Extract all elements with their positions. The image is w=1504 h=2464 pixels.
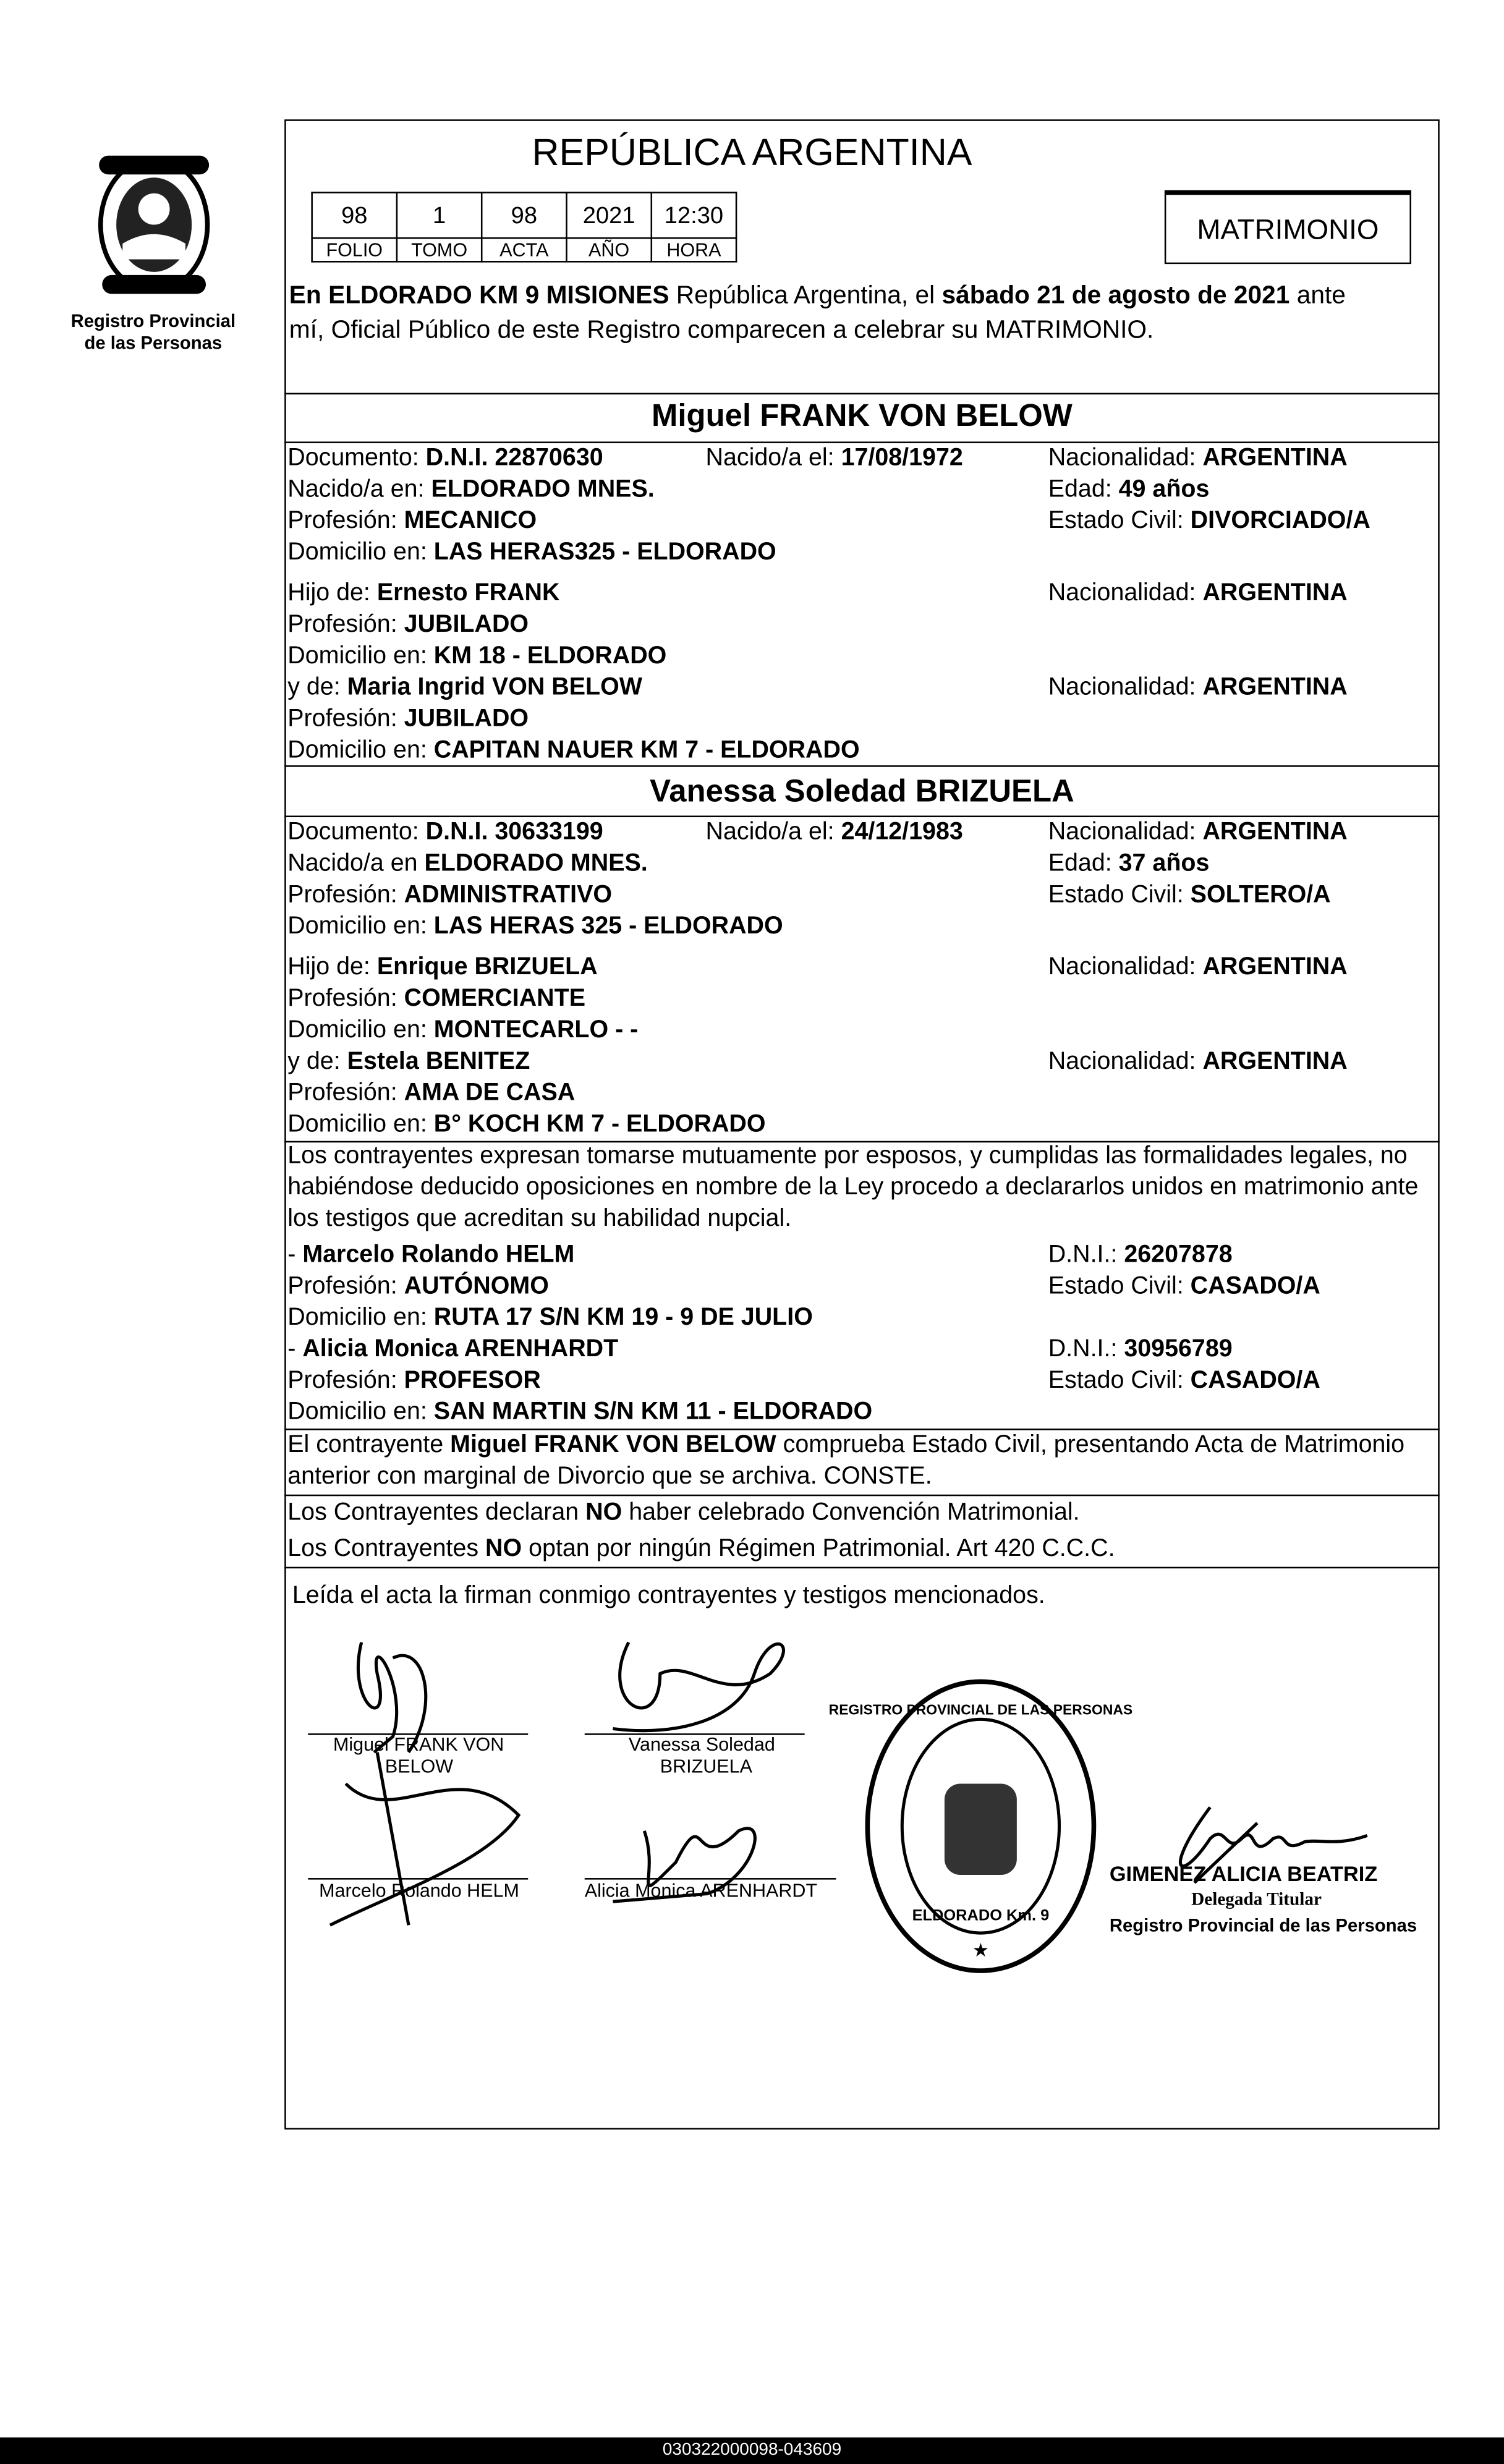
witness-field-right: [1048, 1366, 1320, 1397]
field-value: CASADO/A: [1190, 1367, 1320, 1395]
person-field-right: [1048, 506, 1370, 538]
field-value: CASADO/A: [1190, 1273, 1320, 1300]
divider: [284, 393, 1440, 395]
parent-field: [287, 983, 585, 1015]
person-field: [287, 475, 654, 506]
field-value: Marcelo Rolando HELM: [302, 1241, 575, 1268]
hora-label: HORA: [652, 238, 736, 261]
field-label: D.N.I.:: [1048, 1335, 1124, 1363]
footer-code: 030322000098-043609: [0, 2437, 1504, 2464]
field-value: ARGENTINA: [1202, 954, 1348, 981]
field-value: LAS HERAS 325 - ELDORADO: [433, 913, 783, 940]
field-value: COMERCIANTE: [404, 985, 586, 1013]
note3-a: Los Contrayentes: [287, 1535, 486, 1563]
anio-value: 2021: [566, 192, 651, 238]
closing-text: Leída el acta la firman conmigo contrayentes y testigos mencionados.: [292, 1582, 1045, 1610]
witness-field: [287, 1240, 574, 1272]
field-label: Nacionalidad:: [1048, 818, 1203, 846]
field-value: MONTECARLO - -: [433, 1016, 639, 1044]
document-type-box: MATRIMONIO: [1165, 190, 1411, 264]
hora-value: 12:30: [652, 192, 736, 238]
signature-label-spouse1-2: BELOW: [384, 1755, 454, 1778]
parent-nationality: [1048, 673, 1348, 704]
acta-label: ACTA: [482, 238, 566, 261]
field-label: Nacido/a el:: [705, 818, 841, 846]
field-label: Domicilio en:: [287, 1304, 434, 1332]
field-value: 17/08/1972: [841, 444, 963, 472]
field-label: Estado Civil:: [1048, 1273, 1191, 1300]
field-value: Ernesto FRANK: [376, 580, 560, 607]
field-label: Hijo de:: [287, 954, 377, 981]
note-regime: [287, 1534, 1115, 1565]
field-label: Domicilio en:: [287, 539, 434, 566]
folio-label: FOLIO: [312, 238, 397, 261]
parent-field: [287, 641, 666, 673]
witness-field: [287, 1397, 872, 1429]
witness-field-right: [1048, 1272, 1320, 1303]
spouse1-name: Miguel FRANK VON BELOW: [652, 399, 1073, 434]
official-role: Delegada Titular: [1191, 1890, 1322, 1910]
note1-c: comprueba Estado Civil, presentando Acta de Matrimonio: [776, 1432, 1405, 1459]
field-label: Nacionalidad:: [1048, 444, 1203, 472]
field-value: JUBILADO: [404, 611, 529, 639]
field-label: Profesión:: [287, 611, 404, 639]
field-value: SAN MARTIN S/N KM 11 - ELDORADO: [433, 1398, 873, 1425]
person-field: [287, 817, 603, 849]
field-label: Nacionalidad:: [1048, 1048, 1203, 1075]
field-value: JUBILADO: [404, 705, 529, 733]
signature-label-witness2: Alicia Monica ARENHARDT: [584, 1879, 818, 1902]
field-label: y de:: [287, 1048, 347, 1075]
field-label: Nacionalidad:: [1048, 954, 1203, 981]
declaration-line: Los contrayentes expresan tomarse mutuamente por esposos, y cumplidas las formalidades legales, no: [287, 1142, 1408, 1170]
declaration-line: los testigos que acreditan su habilidad nupcial.: [287, 1205, 792, 1233]
person-field-right: [1048, 817, 1348, 849]
person-field-right: [1048, 849, 1210, 880]
signature-label-witness1: Marcelo Rolando HELM: [319, 1879, 519, 1902]
field-value: AUTÓNOMO: [404, 1273, 549, 1300]
tomo-label: TOMO: [397, 238, 482, 261]
logo-label-1: Registro Provincial: [70, 312, 236, 332]
field-value: ARGENTINA: [1202, 1048, 1348, 1075]
signature-label-spouse1: Miguel FRANK VON: [333, 1733, 504, 1756]
field-label: Profesión:: [287, 985, 404, 1013]
tomo-value: 1: [397, 192, 482, 238]
field-label: Nacionalidad:: [1048, 674, 1203, 701]
witness-field: [287, 1303, 813, 1335]
svg-text:★: ★: [972, 1940, 990, 1961]
field-value: ARGENTINA: [1202, 580, 1348, 607]
field-value: ARGENTINA: [1202, 674, 1348, 701]
witness-field: [287, 1366, 541, 1397]
page-title: REPÚBLICA ARGENTINA: [532, 132, 972, 175]
field-label: Profesión:: [287, 1079, 404, 1107]
folio-value: 98: [312, 192, 397, 238]
parent-field: [287, 610, 529, 641]
field-label: Edad:: [1048, 476, 1119, 503]
note-civil-status: [287, 1430, 1404, 1461]
official-stamp: [828, 1677, 1133, 1984]
field-value: ADMINISTRATIVO: [404, 882, 613, 909]
field-label: Estado Civil:: [1048, 1367, 1191, 1395]
field-label: Nacido/a en: [287, 850, 425, 877]
field-value: 26207878: [1124, 1241, 1233, 1268]
note3-b: NO: [485, 1535, 522, 1563]
field-label: D.N.I.:: [1048, 1241, 1124, 1268]
person-field: [287, 880, 612, 912]
field-label: Nacido/a el:: [705, 444, 841, 472]
field-value: AMA DE CASA: [404, 1079, 576, 1107]
field-label: Documento:: [287, 444, 426, 472]
note1-b: Miguel FRANK VON BELOW: [450, 1432, 776, 1459]
field-label: Documento:: [287, 818, 426, 846]
field-label: -: [287, 1335, 303, 1363]
parent-nationality: [1048, 579, 1348, 610]
parent-field: [287, 579, 559, 610]
field-value: SOLTERO/A: [1190, 882, 1331, 909]
stamp-ring-text: REGISTRO PROVINCIAL DE LAS PERSONAS: [828, 1701, 1133, 1718]
field-value: D.N.I. 22870630: [425, 444, 603, 472]
field-label: Profesión:: [287, 705, 404, 733]
person-field-right: [1048, 443, 1348, 475]
field-value: D.N.I. 30633199: [425, 818, 603, 846]
intro-place: En ELDORADO KM 9 MISIONES: [289, 283, 669, 310]
field-value: 49 años: [1118, 476, 1210, 503]
witness-field: [287, 1334, 618, 1366]
person-field: [287, 506, 537, 538]
field-value: Enrique BRIZUELA: [376, 954, 598, 981]
field-label: Profesión:: [287, 882, 404, 909]
note1-a: El contrayente: [287, 1432, 451, 1459]
acta-value: 98: [482, 192, 566, 238]
field-value: ARGENTINA: [1202, 818, 1348, 846]
divider: [284, 1495, 1440, 1497]
spouse2-name: Vanessa Soledad BRIZUELA: [650, 775, 1074, 810]
field-label: Domicilio en:: [287, 1016, 434, 1044]
intro-end: ante: [1289, 283, 1346, 310]
person-field: [287, 849, 648, 880]
field-value: MECANICO: [404, 508, 537, 535]
parent-nationality: [1048, 1047, 1348, 1078]
note2-b: NO: [585, 1499, 622, 1526]
divider: [284, 765, 1440, 767]
field-label: -: [287, 1241, 303, 1268]
field-value: B° KOCH KM 7 - ELDORADO: [433, 1111, 766, 1138]
parent-nationality: [1048, 953, 1348, 984]
witness-field: [287, 1272, 549, 1303]
field-value: ELDORADO MNES.: [431, 476, 655, 503]
note3-c: optan por ningún Régimen Patrimonial. Art 420 C.C.C.: [522, 1535, 1115, 1563]
field-value: 30956789: [1124, 1335, 1233, 1363]
parent-field: [287, 1015, 638, 1047]
field-label: Estado Civil:: [1048, 508, 1191, 535]
field-label: y de:: [287, 674, 347, 701]
note-convention: [287, 1498, 1079, 1529]
field-value: 37 años: [1118, 850, 1210, 877]
person-field: [287, 537, 776, 569]
person-birthdate: [705, 817, 962, 849]
field-value: CAPITAN NAUER KM 7 - ELDORADO: [433, 737, 860, 764]
signature-label-spouse2-2: BRIZUELA: [660, 1755, 752, 1778]
field-label: Profesión:: [287, 1367, 404, 1395]
field-label: Nacionalidad:: [1048, 580, 1203, 607]
logo-label-2: de las Personas: [84, 334, 223, 354]
parent-field: [287, 704, 529, 736]
intro-line-1: [289, 281, 1346, 313]
person-field-right: [1048, 880, 1331, 912]
field-value: ARGENTINA: [1202, 444, 1348, 472]
field-label: Edad:: [1048, 850, 1119, 877]
field-label: Domicilio en:: [287, 1398, 434, 1425]
person-field: [287, 912, 783, 943]
person-field: [287, 443, 603, 475]
field-label: Domicilio en:: [287, 913, 434, 940]
witness-field-right: [1048, 1334, 1233, 1366]
field-label: Domicilio en:: [287, 737, 434, 764]
intro-mid: República Argentina, el: [669, 283, 942, 310]
divider: [284, 1567, 1440, 1569]
field-value: Estela BENITEZ: [347, 1048, 530, 1075]
official-name: GIMENEZ ALICIA BEATRIZ: [1109, 1862, 1378, 1886]
parent-field: [287, 953, 597, 984]
parent-field: [287, 736, 859, 767]
intro-line-2: mí, Oficial Público de este Registro comparecen a celebrar su MATRIMONIO.: [289, 317, 1154, 344]
field-value: KM 18 - ELDORADO: [433, 642, 667, 670]
parent-field: [287, 1110, 765, 1141]
field-value: Maria Ingrid VON BELOW: [347, 674, 642, 701]
parent-field: [287, 673, 642, 704]
field-value: DIVORCIADO/A: [1190, 508, 1370, 535]
field-label: Profesión:: [287, 508, 404, 535]
person-field-right: [1048, 475, 1210, 506]
person-birthdate: [705, 443, 962, 475]
field-value: ELDORADO MNES.: [424, 850, 648, 877]
official-office: Registro Provincial de las Personas: [1109, 1917, 1417, 1937]
signature-label-spouse2: Vanessa Soledad: [628, 1733, 775, 1756]
field-value: Alicia Monica ARENHARDT: [302, 1335, 619, 1363]
intro-date: sábado 21 de agosto de 2021: [941, 283, 1290, 310]
anio-label: AÑO: [566, 238, 651, 261]
field-value: PROFESOR: [404, 1367, 541, 1395]
field-label: Hijo de:: [287, 580, 377, 607]
stamp-place: ELDORADO Km. 9: [912, 1906, 1050, 1924]
field-value: 24/12/1983: [841, 818, 963, 846]
field-label: Domicilio en:: [287, 642, 434, 670]
field-value: RUTA 17 S/N KM 19 - 9 DE JULIO: [433, 1304, 813, 1332]
field-label: Domicilio en:: [287, 1111, 434, 1138]
parent-field: [287, 1078, 575, 1110]
field-label: Estado Civil:: [1048, 882, 1191, 909]
witness-field-right: [1048, 1240, 1233, 1272]
parent-field: [287, 1047, 530, 1078]
field-value: LAS HERAS325 - ELDORADO: [433, 539, 776, 566]
field-label: Nacido/a en:: [287, 476, 431, 503]
note2-a: Los Contrayentes declaran: [287, 1499, 586, 1526]
field-label: Profesión:: [287, 1273, 404, 1300]
note2-c: haber celebrado Convención Matrimonial.: [622, 1499, 1080, 1526]
record-table: [311, 192, 737, 262]
declaration-line: habiéndose deducido oposiciones en nombre de la Ley procedo a declararlos unidos en matrimonio ante: [287, 1174, 1419, 1201]
note-civil-status-2: anterior con marginal de Divorcio que se archiva. CONSTE.: [287, 1463, 932, 1490]
